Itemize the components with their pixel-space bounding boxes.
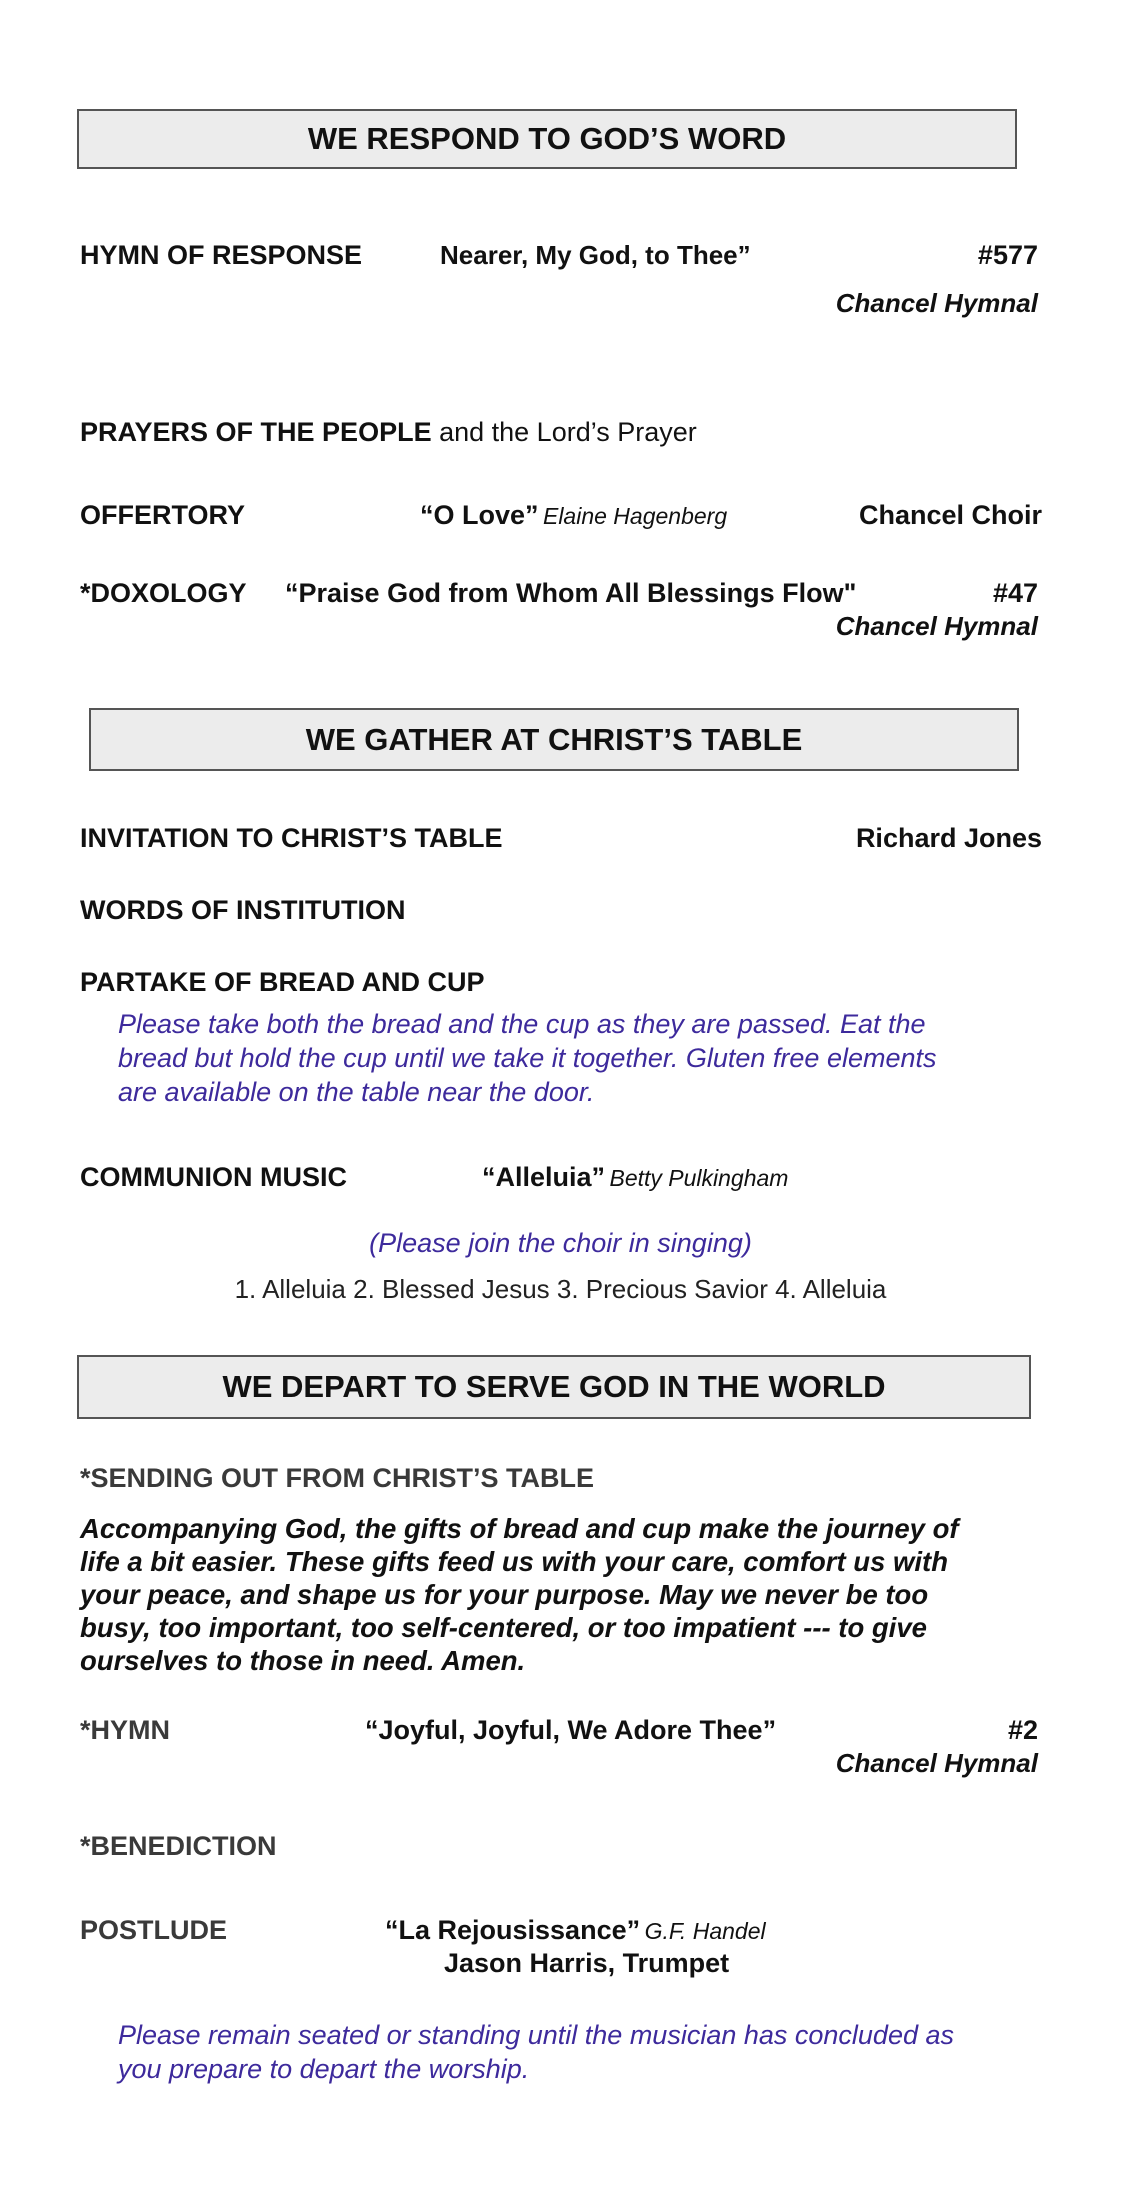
communion-music-note: (Please join the choir in singing): [369, 1228, 752, 1258]
closing-note-line: you prepare to depart the worship.: [118, 2054, 530, 2084]
postlude-piece: [385, 1915, 766, 1946]
offertory-label: OFFERTORY: [80, 500, 246, 530]
benediction-label: *BENEDICTION: [80, 1831, 277, 1861]
section-banner-gather: [89, 708, 1019, 771]
offertory-performer: Chancel Choir: [858, 500, 1042, 530]
section-title: WE GATHER AT CHRIST’S TABLE: [305, 721, 803, 757]
postlude-performer: Jason Harris, Trumpet: [444, 1948, 730, 1978]
partake-label: PARTAKE OF BREAD AND CUP: [80, 967, 485, 997]
communion-music-title: “Alleluia”: [482, 1162, 606, 1192]
hymn-response-title: Nearer, My God, to Thee”: [440, 240, 751, 270]
section-banner-respond: [77, 109, 1017, 169]
prayer-line: Accompanying God, the gifts of bread and cup make the journey of: [80, 1513, 959, 1544]
prayer-line: your peace, and shape us for your purpose. May we never be too: [80, 1579, 929, 1610]
offertory-title: “O Love”: [420, 500, 539, 530]
words-of-institution: WORDS OF INSTITUTION: [80, 895, 406, 925]
sending-label: *SENDING OUT FROM CHRIST’S TABLE: [80, 1463, 595, 1493]
closing-note-line: Please remain seated or standing until the musician has concluded as: [118, 2020, 954, 2050]
offertory-composer: Elaine Hagenberg: [542, 503, 728, 529]
hymn-number: #2: [1007, 1715, 1038, 1745]
invitation-label: INVITATION TO CHRIST’S TABLE: [80, 823, 503, 853]
prayers-label: PRAYERS OF THE PEOPLE: [80, 417, 432, 447]
hymn-response-book: Chancel Hymnal: [835, 288, 1038, 318]
communion-music-piece: [482, 1162, 788, 1193]
instruction-line: bread but hold the cup until we take it together. Gluten free elements: [118, 1043, 937, 1073]
section-title: WE RESPOND TO GOD’S WORD: [307, 121, 787, 156]
prayer-line: ourselves to those in need. Amen.: [80, 1645, 526, 1676]
offertory-piece: [420, 500, 727, 531]
section-title: WE DEPART TO SERVE GOD IN THE WORLD: [222, 1369, 886, 1404]
postlude-composer: G.F. Handel: [644, 1918, 766, 1944]
sending-prayer: [80, 1512, 1040, 1677]
communion-music-verses: 1. Alleluia 2. Blessed Jesus 3. Precious Savior 4. Alleluia: [234, 1274, 887, 1304]
prayers-line: [80, 417, 697, 448]
doxology-label: *DOXOLOGY: [80, 578, 247, 608]
communion-music-composer: Betty Pulkingham: [609, 1165, 789, 1191]
instruction-line: are available on the table near the door.: [118, 1077, 595, 1107]
postlude-label: POSTLUDE: [80, 1915, 228, 1945]
doxology-number: #47: [992, 578, 1038, 608]
hymn-response-number: #577: [977, 240, 1038, 270]
prayer-line: life a bit easier. These gifts feed us with your care, comfort us with: [80, 1546, 948, 1577]
hymn-label: *HYMN: [80, 1715, 171, 1745]
prayer-line: busy, too important, too self-centered, or too impatient --- to give: [80, 1612, 927, 1643]
postlude-title: “La Rejousissance”: [385, 1915, 641, 1945]
invitation-leader: Richard Jones: [855, 823, 1042, 853]
doxology-book: Chancel Hymnal: [835, 611, 1038, 641]
section-banner-depart: [77, 1355, 1031, 1419]
instruction-line: Please take both the bread and the cup as they are passed. Eat the: [118, 1009, 926, 1039]
hymn-book: Chancel Hymnal: [835, 1748, 1038, 1778]
partake-instructions: [118, 1007, 937, 1109]
closing-note: [118, 2018, 954, 2086]
hymn-response-label: HYMN OF RESPONSE: [80, 240, 363, 270]
hymn-title: “Joyful, Joyful, We Adore Thee”: [365, 1715, 777, 1745]
communion-music-label: COMMUNION MUSIC: [80, 1162, 347, 1192]
prayers-rest: and the Lord’s Prayer: [431, 417, 697, 447]
doxology-title: “Praise God from Whom All Blessings Flow": [285, 578, 857, 608]
